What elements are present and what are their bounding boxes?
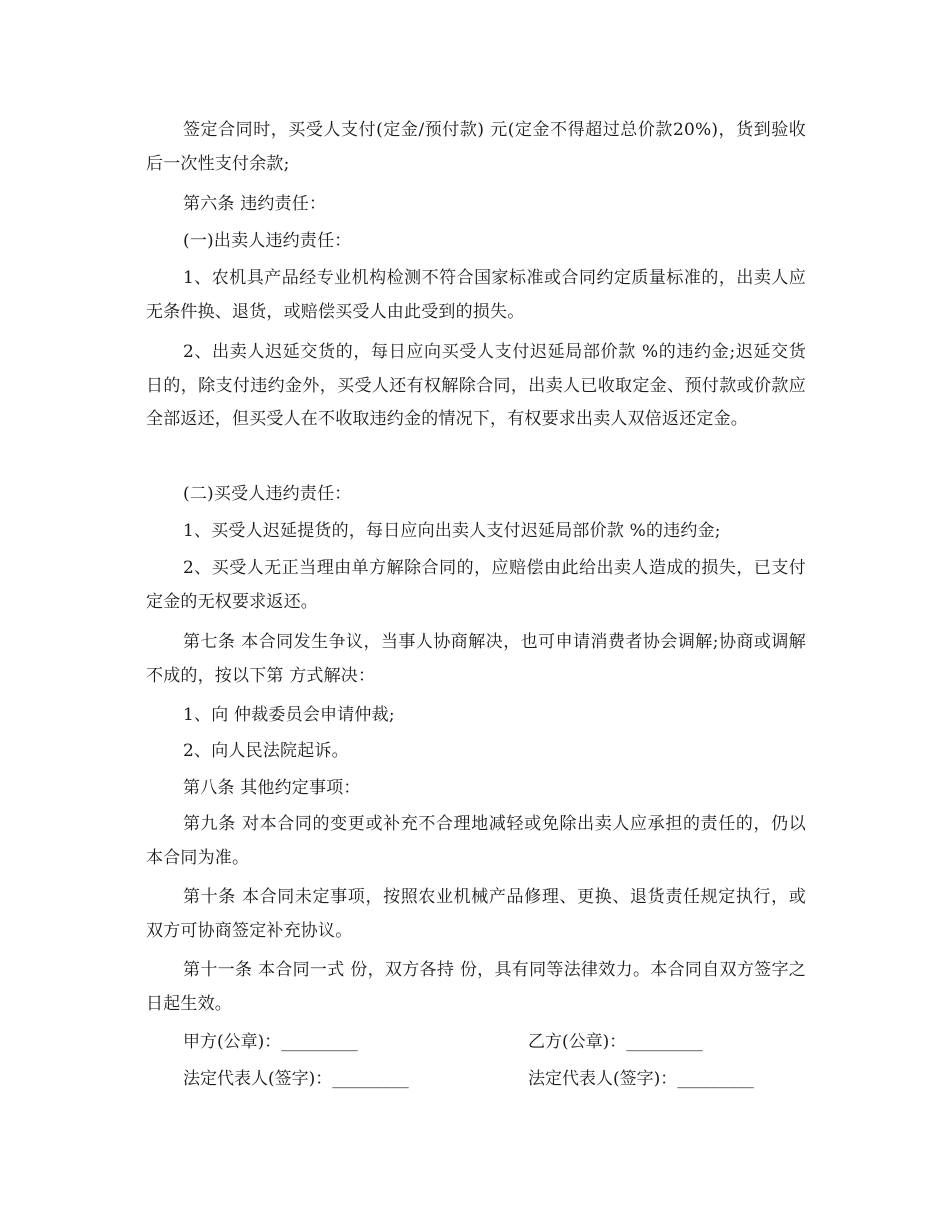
buyer-liability-item-1: 1、买受人迟延提货的，每日应向出卖人支付迟延局部价款 %的违约金; bbox=[183, 521, 721, 541]
payment-clause: 签定合同时，买受人支付(定金/预付款) 元(定金不得超过总价款20%)，货到验收后一次性支付余款; bbox=[146, 120, 806, 174]
buyer-liability-item-2: 2、买受人无正当理由单方解除合同的，应赔偿由此给出卖人造成的损失，已支付定金的无权要求返还。 bbox=[146, 558, 806, 612]
seller-liability-item-1: 1、农机具产品经专业机构检测不符合国家标准或合同约定质量标准的，出卖人应无条件换、退货，或赔偿买受人由此受到的损失。 bbox=[146, 268, 806, 322]
dispute-option-2: 2、向人民法院起诉。 bbox=[183, 741, 349, 761]
buyer-liability-heading: (二)买受人违约责任： bbox=[183, 484, 352, 504]
party-a-seal-line: 甲方(公章)：_________ bbox=[183, 1032, 358, 1052]
dispute-option-1: 1、向 仲裁委员会申请仲裁; bbox=[183, 705, 395, 725]
article-11-copies: 第十一条 本合同一式 份，双方各持 份，具有同等法律效力。本合同自双方签字之日起生效。 bbox=[146, 960, 806, 1014]
party-a-representative-line: 法定代表人(签字)：_________ bbox=[183, 1069, 409, 1089]
article-8-other: 第八条 其他约定事项： bbox=[183, 778, 361, 798]
article-9-amendment: 第九条 对本合同的变更或补充不合理地减轻或免除出卖人应承担的责任的，仍以本合同为准。 bbox=[146, 814, 806, 868]
party-b-representative-line: 法定代表人(签字)：_________ bbox=[528, 1069, 754, 1089]
party-b-seal-line: 乙方(公章)：_________ bbox=[528, 1032, 703, 1052]
seller-liability-item-2: 2、出卖人迟延交货的，每日应向买受人支付迟延局部价款 %的违约金;迟延交货 日的，除支付违约金外，买受人还有权解除合同，出卖人已收取定金、预付款或价款应全部返还，但买受人在不收取违约金的情况下，有权要求出卖人双倍返还定金。 bbox=[146, 342, 806, 429]
article-10-unspecified: 第十条 本合同未定事项，按照农业机械产品修理、更换、退货责任规定执行，或双方可协商签定补充协议。 bbox=[146, 887, 806, 941]
article-6-heading: 第六条 违约责任： bbox=[183, 194, 327, 214]
article-7-dispute: 第七条 本合同发生争议，当事人协商解决，也可申请消费者协会调解;协商或调解不成的，按以下第 方式解决： bbox=[146, 632, 806, 686]
seller-liability-heading: (一)出卖人违约责任： bbox=[183, 231, 352, 251]
